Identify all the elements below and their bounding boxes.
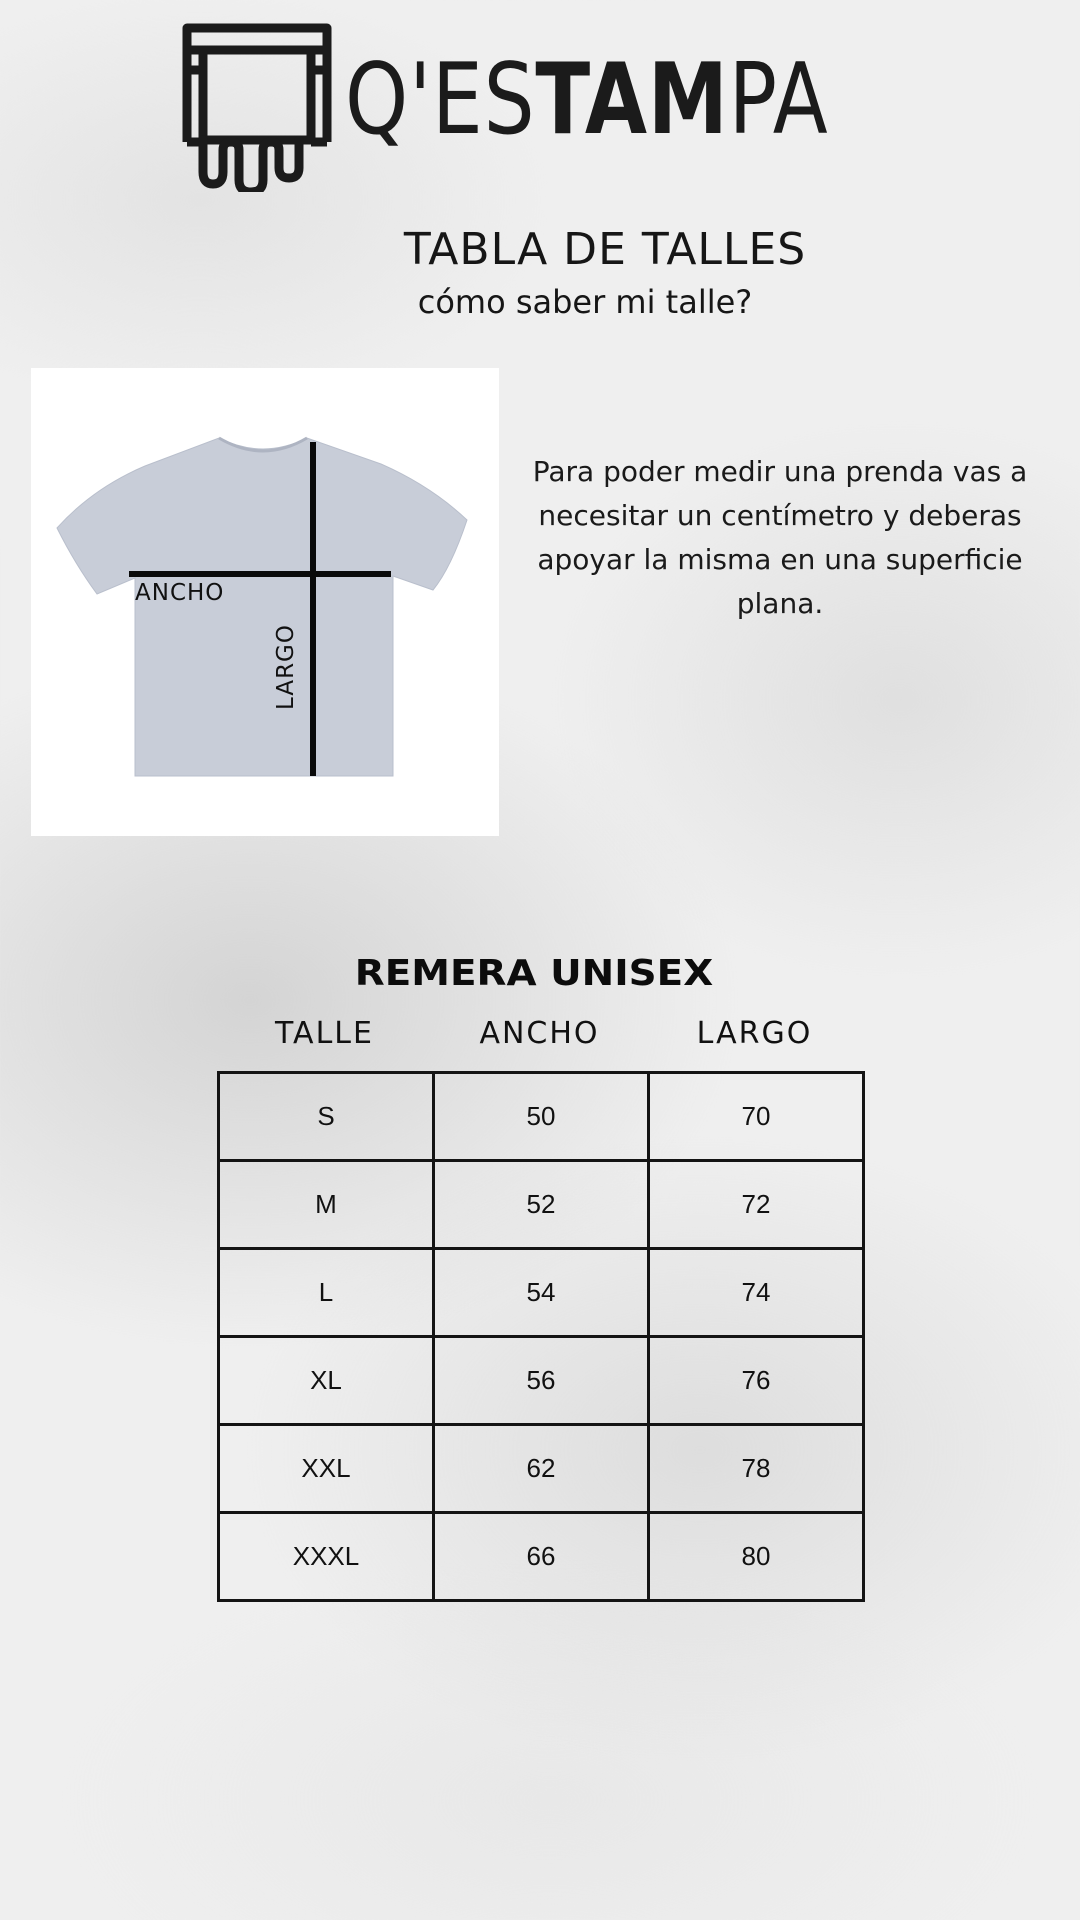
length-cell: 80 [649, 1513, 864, 1601]
width-cell: 62 [434, 1425, 649, 1513]
measuring-instructions: Para poder medir una prenda vas a necesitar un centímetro y deberas apoyar la misma en una superficie plana. [532, 455, 1028, 620]
table-title: REMERA UNISEX [354, 953, 714, 994]
size-table [217, 1071, 865, 1602]
width-cell: 52 [434, 1161, 649, 1249]
table-row [219, 1249, 864, 1337]
size-cell: XXXL [219, 1513, 434, 1601]
width-label: ANCHO [135, 580, 225, 606]
brand-name-part-3: PA [728, 43, 829, 157]
width-cell: 66 [434, 1513, 649, 1601]
size-cell: S [219, 1073, 434, 1161]
page-subtitle: cómo saber mi talle? [417, 283, 753, 321]
length-label: LARGO [273, 624, 299, 710]
table-header [217, 1012, 862, 1056]
page-title: TABLA DE TALLES [403, 224, 807, 275]
screen-printing-squeegee-icon [181, 22, 333, 192]
size-cell: M [219, 1161, 434, 1249]
table-row [219, 1425, 864, 1513]
width-cell: 50 [434, 1073, 649, 1161]
brand-logo-text [345, 40, 829, 160]
brand-name-part-1: Q'ES [345, 43, 536, 157]
brand-name-part-2: TAM [535, 43, 729, 157]
length-cell: 78 [649, 1425, 864, 1513]
measurement-diagram [31, 368, 499, 836]
length-cell: 76 [649, 1337, 864, 1425]
width-cell: 54 [434, 1249, 649, 1337]
column-header-largo: LARGO [696, 1016, 813, 1051]
column-header-talle: TALLE [275, 1016, 374, 1051]
size-cell: XXL [219, 1425, 434, 1513]
width-cell: 56 [434, 1337, 649, 1425]
length-cell: 70 [649, 1073, 864, 1161]
table-row [219, 1337, 864, 1425]
tshirt-icon [31, 368, 499, 836]
size-cell: L [219, 1249, 434, 1337]
table-row [219, 1161, 864, 1249]
size-cell: XL [219, 1337, 434, 1425]
table-row [219, 1073, 864, 1161]
length-cell: 74 [649, 1249, 864, 1337]
length-cell: 72 [649, 1161, 864, 1249]
column-header-ancho: ANCHO [479, 1016, 600, 1051]
table-row [219, 1513, 864, 1601]
